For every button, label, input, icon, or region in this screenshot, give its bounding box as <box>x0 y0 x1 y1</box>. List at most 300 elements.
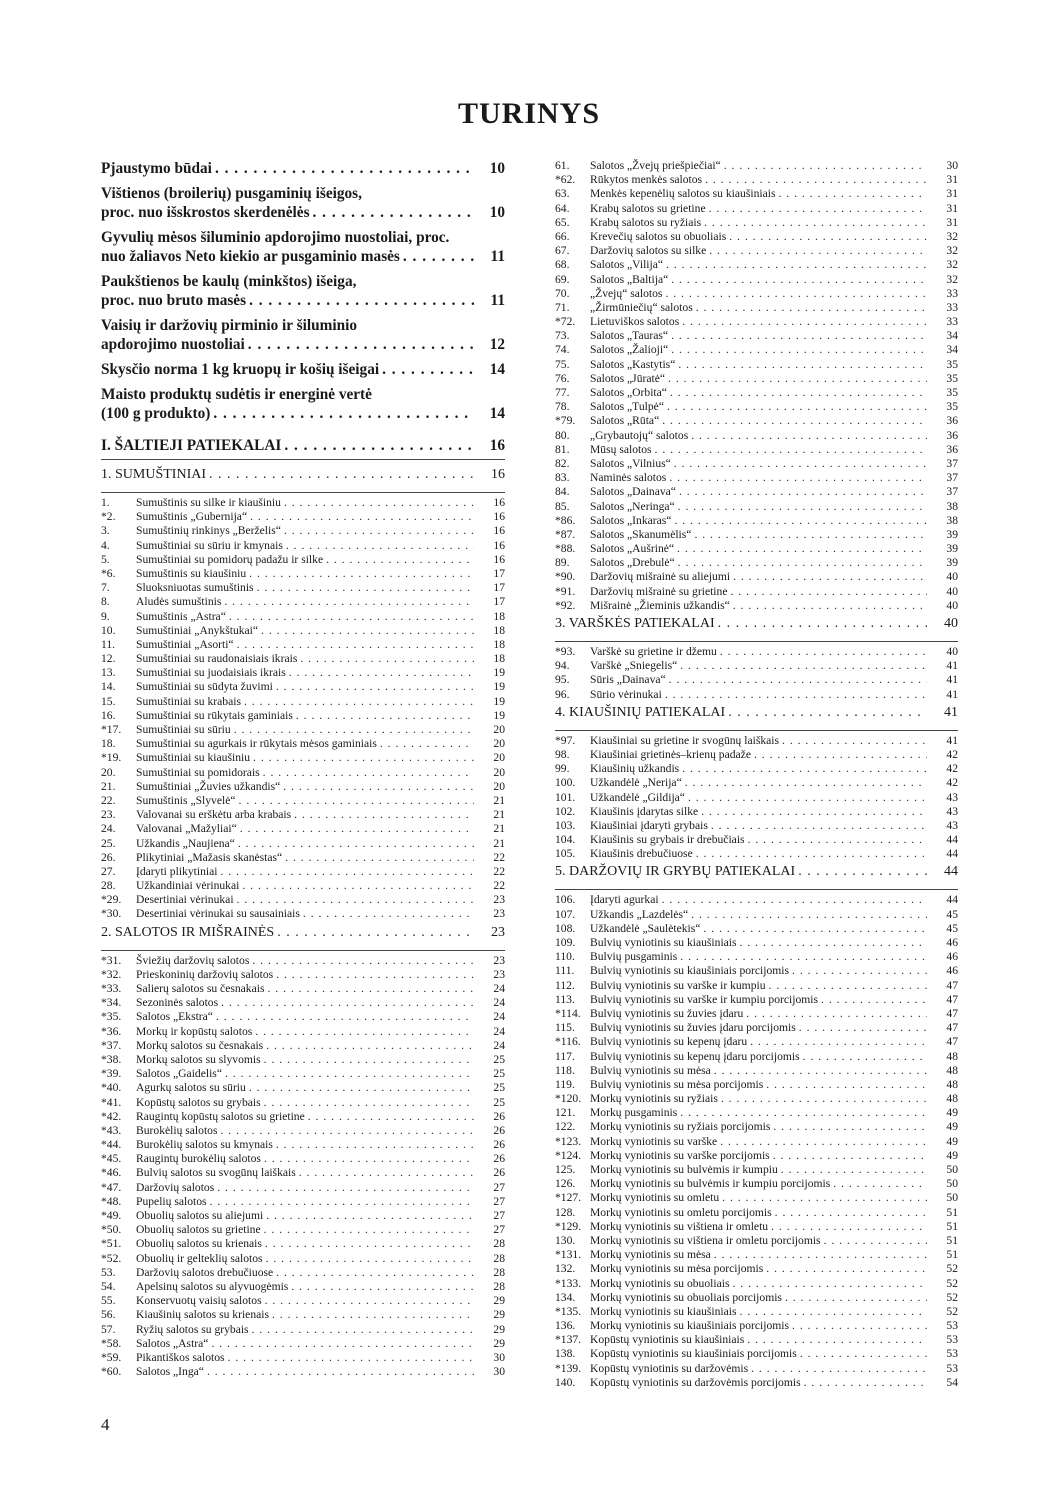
toc-entry[interactable] <box>555 1376 958 1390</box>
toc-entry-number: *129. <box>555 1219 582 1233</box>
toc-entry-page: 26 <box>493 1152 505 1166</box>
toc-entry-title: Valovanai su erškėtu arba krabais <box>136 808 292 822</box>
toc-entry-number: *135. <box>555 1304 582 1318</box>
toc-entry[interactable] <box>101 996 505 1010</box>
dot-leader <box>799 1021 927 1035</box>
toc-entry[interactable] <box>101 1223 505 1237</box>
toc-entry[interactable] <box>555 1177 958 1191</box>
toc-entry[interactable] <box>555 343 958 357</box>
toc-entry-page: 50 <box>946 1177 958 1191</box>
toc-entry[interactable] <box>101 1308 505 1322</box>
toc-entry-title: Apelsinų salotos su alyvuogėmis <box>136 1279 289 1293</box>
toc-entry[interactable] <box>101 1025 505 1039</box>
toc-entry[interactable] <box>555 1206 958 1220</box>
toc-entry[interactable] <box>555 1234 958 1248</box>
toc-entry[interactable] <box>555 993 958 1007</box>
toc-entry-page: 35 <box>946 357 958 371</box>
toc-entry[interactable] <box>555 908 958 922</box>
toc-entry[interactable] <box>555 762 958 776</box>
toc-entry[interactable] <box>101 567 505 581</box>
toc-part-heading[interactable] <box>101 433 505 460</box>
toc-entry[interactable] <box>555 187 958 201</box>
toc-entry-title: Krevečių salotos su obuoliais <box>590 229 727 243</box>
toc-entry-title: Šviežių daržovių salotos <box>136 953 250 967</box>
dot-leader <box>720 645 927 659</box>
dot-leader <box>718 613 927 635</box>
toc-entry[interactable] <box>101 1067 505 1081</box>
toc-entry[interactable] <box>555 570 958 584</box>
dot-leader <box>242 879 474 893</box>
toc-entry[interactable] <box>555 372 958 386</box>
toc-entry-number: 136. <box>555 1319 576 1333</box>
toc-entry[interactable] <box>101 553 505 567</box>
toc-entry[interactable] <box>101 780 505 794</box>
toc-entry-title: Valovanai „Mažyliai“ <box>136 822 237 836</box>
toc-entry[interactable] <box>101 1365 505 1379</box>
toc-entry-page: 35 <box>946 400 958 414</box>
toc-section-label: 4. KIAUŠINIŲ PATIEKALAI <box>555 704 726 720</box>
dot-leader <box>771 1220 927 1234</box>
toc-entry[interactable] <box>101 1266 505 1280</box>
toc-entry[interactable] <box>101 510 505 524</box>
toc-entry-number: 99. <box>555 762 570 776</box>
toc-section-heading[interactable] <box>555 702 958 731</box>
toc-entry[interactable] <box>101 1096 505 1110</box>
toc-entry[interactable] <box>101 1110 505 1124</box>
toc-entry[interactable] <box>101 1166 505 1180</box>
toc-entry[interactable] <box>555 791 958 805</box>
toc-intro-page: 11 <box>490 248 505 265</box>
toc-section-heading[interactable] <box>101 464 505 493</box>
toc-intro-entry[interactable] <box>101 159 505 178</box>
toc-entry-title: Sumuštiniai su rūkytais gaminiais <box>136 708 293 722</box>
dot-leader <box>225 1067 474 1081</box>
toc-entry[interactable] <box>101 1039 505 1053</box>
toc-intro-last-line <box>101 291 505 310</box>
toc-entry-page: 53 <box>946 1333 958 1347</box>
toc-entry-page: 40 <box>946 645 958 658</box>
toc-entry-title: Desertiniai vėrinukai <box>136 893 234 907</box>
toc-entry-number: *49. <box>101 1209 122 1222</box>
dot-leader <box>688 791 927 805</box>
dot-leader <box>265 1294 474 1308</box>
dot-leader <box>213 404 474 423</box>
toc-entry[interactable] <box>555 457 958 471</box>
dot-leader <box>732 1277 927 1291</box>
toc-intro-entry[interactable] <box>101 360 505 379</box>
dot-leader <box>679 485 927 499</box>
toc-entry-number: *47. <box>101 1180 122 1194</box>
toc-entry-page: 21 <box>493 793 505 807</box>
toc-entry-page: 41 <box>946 687 958 701</box>
toc-entry[interactable] <box>555 1319 958 1333</box>
toc-entry[interactable] <box>101 695 505 709</box>
toc-entry-page: 45 <box>946 907 958 921</box>
toc-entry[interactable] <box>555 950 958 964</box>
toc-entry[interactable] <box>555 386 958 400</box>
toc-entry[interactable] <box>101 1351 505 1365</box>
toc-entry-number: 8. <box>101 595 110 609</box>
dot-leader <box>249 1081 474 1095</box>
toc-entry[interactable] <box>555 542 958 556</box>
dot-leader <box>289 666 474 680</box>
toc-entry[interactable] <box>101 610 505 624</box>
toc-entry[interactable] <box>101 1138 505 1152</box>
toc-entry[interactable] <box>555 287 958 301</box>
toc-entry[interactable] <box>555 922 958 936</box>
toc-entry[interactable] <box>555 936 958 950</box>
toc-entry[interactable] <box>555 1007 958 1021</box>
toc-entry[interactable] <box>555 528 958 542</box>
toc-entry[interactable] <box>555 979 958 993</box>
dot-leader <box>682 762 927 776</box>
toc-entry-page: 27 <box>493 1209 505 1222</box>
toc-entry[interactable] <box>555 230 958 244</box>
toc-entry[interactable] <box>101 1053 505 1067</box>
toc-entry[interactable] <box>555 1092 958 1106</box>
toc-intro-entry[interactable] <box>101 228 505 266</box>
toc-entry-title: Salotos „Drebulė“ <box>590 556 675 570</box>
toc-entry[interactable] <box>555 847 958 861</box>
toc-entry[interactable] <box>555 599 958 613</box>
toc-entry-number: 140. <box>555 1375 576 1389</box>
toc-entry[interactable] <box>555 443 958 457</box>
toc-entry-title: Salotos „Rūta“ <box>590 414 660 428</box>
toc-entry[interactable] <box>101 822 505 836</box>
toc-section-page: 41 <box>944 704 958 720</box>
toc-entry[interactable] <box>101 1280 505 1294</box>
toc-entry-number: 56. <box>101 1308 116 1322</box>
toc-entry-page: 44 <box>946 833 958 847</box>
dot-leader <box>803 1050 927 1064</box>
toc-entry[interactable] <box>555 1106 958 1120</box>
toc-entry[interactable] <box>101 1195 505 1209</box>
toc-entry[interactable] <box>101 1081 505 1095</box>
dot-leader <box>711 819 927 833</box>
toc-entry[interactable] <box>101 968 505 982</box>
toc-entry-title: Kiaušinis drebučiuose <box>590 847 693 861</box>
toc-entry-title: Salotos „Vilnius“ <box>590 456 671 470</box>
dot-leader <box>680 950 927 964</box>
toc-intro-entry[interactable] <box>101 385 505 423</box>
toc-entry[interactable] <box>555 471 958 485</box>
toc-entry-title: Bulvių pusgaminis <box>590 950 678 964</box>
toc-entry[interactable] <box>555 514 958 528</box>
toc-entry[interactable] <box>101 865 505 879</box>
toc-entry[interactable] <box>101 1323 505 1337</box>
toc-intro-text: proc. nuo bruto masės <box>101 292 247 309</box>
toc-entry[interactable] <box>555 805 958 819</box>
toc-entry-number: 121. <box>555 1106 576 1120</box>
toc-intro-entries <box>101 159 505 423</box>
toc-section-heading[interactable] <box>555 861 958 890</box>
toc-entry[interactable] <box>555 893 958 907</box>
dot-leader <box>775 1206 927 1220</box>
toc-intro-last-line <box>101 203 505 222</box>
toc-entry[interactable] <box>101 638 505 652</box>
toc-entry-number: *38. <box>101 1052 122 1066</box>
toc-entry[interactable] <box>555 258 958 272</box>
toc-entry-page: 21 <box>493 836 505 850</box>
toc-entry[interactable] <box>555 1248 958 1262</box>
toc-entry[interactable] <box>101 723 505 737</box>
toc-entry-number: *114. <box>555 1006 581 1020</box>
dot-leader <box>748 833 927 847</box>
toc-entry-page: 24 <box>493 982 505 995</box>
toc-entry[interactable] <box>101 680 505 694</box>
toc-intro-entry[interactable] <box>101 184 505 222</box>
toc-entry-title: Kopūstų vyniotinis su kiaušiniais <box>590 1333 745 1347</box>
toc-entry[interactable] <box>555 315 958 329</box>
toc-entry-title: Morkų ir kopūstų salotos <box>136 1024 253 1038</box>
toc-entry[interactable] <box>555 329 958 343</box>
toc-entry[interactable] <box>101 496 505 510</box>
toc-entry[interactable] <box>101 982 505 996</box>
toc-entry[interactable] <box>555 734 958 748</box>
toc-entry[interactable] <box>101 524 505 538</box>
toc-entry-page: 31 <box>946 187 958 201</box>
toc-entry-number: 66. <box>555 229 570 243</box>
toc-entry[interactable] <box>555 1135 958 1149</box>
toc-entry[interactable] <box>101 893 505 907</box>
dot-leader <box>403 247 474 266</box>
toc-entry-page: 16 <box>493 538 505 552</box>
toc-entry[interactable] <box>555 1149 958 1163</box>
toc-entry[interactable] <box>101 709 505 723</box>
toc-entry[interactable] <box>101 954 505 968</box>
toc-entry-number: *59. <box>101 1350 122 1364</box>
toc-entry-page: 25 <box>493 1095 505 1109</box>
toc-entry[interactable] <box>101 837 505 851</box>
toc-intro-page: 14 <box>489 405 505 422</box>
dot-leader <box>730 585 927 599</box>
toc-entry-title: Salotos „Jūratė“ <box>590 371 666 385</box>
toc-entry[interactable] <box>555 1191 958 1205</box>
toc-entry[interactable] <box>101 581 505 595</box>
toc-entry-title: Kopūstų vyniotinis su daržovėmis porcijomis <box>590 1375 801 1389</box>
toc-entry[interactable] <box>555 964 958 978</box>
toc-entry[interactable] <box>555 159 958 173</box>
toc-entry[interactable] <box>555 244 958 258</box>
toc-entry-title: Salotos „Žvejų priešpiečiai“ <box>590 159 721 172</box>
toc-entry-number: 107. <box>555 907 576 921</box>
toc-entry[interactable] <box>555 1305 958 1319</box>
dot-leader <box>721 1092 927 1106</box>
toc-entry-title: Sumuštiniai su krabais <box>136 694 241 708</box>
toc-entry-number: *120. <box>555 1092 582 1106</box>
toc-entry[interactable] <box>555 202 958 216</box>
toc-entry[interactable] <box>555 776 958 790</box>
dot-leader <box>766 1262 927 1276</box>
dot-leader <box>685 776 927 790</box>
toc-entry-number: 110. <box>555 950 575 964</box>
toc-entry[interactable] <box>101 794 505 808</box>
toc-entry[interactable] <box>101 1152 505 1166</box>
dot-leader <box>210 1195 474 1209</box>
toc-entry-title: Bulvių vyniotinis su varške ir kumpiu <box>590 978 766 992</box>
toc-entry[interactable] <box>555 659 958 673</box>
toc-entry[interactable] <box>555 485 958 499</box>
toc-entry-list <box>555 893 958 1390</box>
toc-entry[interactable] <box>101 1252 505 1266</box>
dot-leader <box>665 287 927 301</box>
toc-section-heading[interactable] <box>555 613 958 642</box>
toc-entry-page: 22 <box>493 850 505 864</box>
toc-entry[interactable] <box>101 766 505 780</box>
toc-entry-page: 47 <box>946 1021 958 1035</box>
toc-entry-number: *39. <box>101 1067 122 1081</box>
toc-entry[interactable] <box>101 624 505 638</box>
toc-entry[interactable] <box>555 673 958 687</box>
toc-entry[interactable] <box>101 1237 505 1251</box>
toc-entry-number: 119. <box>555 1077 575 1091</box>
toc-entry-page: 26 <box>493 1109 505 1123</box>
toc-entry[interactable] <box>101 595 505 609</box>
toc-entry[interactable] <box>101 539 505 553</box>
toc-entry[interactable] <box>101 879 505 893</box>
toc-entry-title: Salierų salotos su česnakais <box>136 982 265 995</box>
toc-entry[interactable] <box>555 216 958 230</box>
toc-entry[interactable] <box>555 1021 958 1035</box>
toc-entry[interactable] <box>555 414 958 428</box>
toc-entry[interactable] <box>555 301 958 315</box>
toc-entry-title: Užkandiniai vėrinukai <box>136 879 240 893</box>
dot-leader <box>238 837 474 851</box>
dot-leader <box>678 358 927 372</box>
toc-entry[interactable] <box>555 500 958 514</box>
toc-entry[interactable] <box>101 851 505 865</box>
page-number: 4 <box>101 1415 110 1434</box>
toc-entry[interactable] <box>555 1035 958 1049</box>
toc-entry-number: *41. <box>101 1095 122 1109</box>
toc-part-label: I. ŠALTIEJI PATIEKALAI <box>101 437 282 454</box>
toc-entry[interactable] <box>555 1362 958 1376</box>
toc-entry-title: Bulvių vyniotinis su kepenų įdaru porcijomis <box>590 1049 800 1063</box>
toc-entry-title: Įdaryti plikytiniai <box>136 864 218 878</box>
toc-entry[interactable] <box>555 1050 958 1064</box>
toc-entry-page: 41 <box>946 673 958 687</box>
toc-entry-page: 38 <box>946 513 958 527</box>
toc-entry-page: 35 <box>946 371 958 385</box>
toc-entry-title: Įdaryti agurkai <box>590 893 659 907</box>
toc-entry[interactable] <box>101 1010 505 1024</box>
toc-entry[interactable] <box>555 1064 958 1078</box>
toc-entry-number: 106. <box>555 893 576 907</box>
toc-entry[interactable] <box>101 1294 505 1308</box>
toc-entry[interactable] <box>555 1347 958 1361</box>
dot-leader <box>239 794 474 808</box>
toc-entry[interactable] <box>101 652 505 666</box>
toc-entry[interactable] <box>555 585 958 599</box>
toc-entry[interactable] <box>555 358 958 372</box>
toc-intro-line: Gyvulių mėsos šiluminio apdorojimo nuostoliai, proc. <box>101 229 450 246</box>
toc-entry[interactable] <box>555 429 958 443</box>
toc-entry-title: Morkų vyniotinis su omletu porcijomis <box>590 1205 772 1219</box>
toc-entry[interactable] <box>555 1163 958 1177</box>
toc-entry-title: Salotos „Ekstra“ <box>136 1010 213 1024</box>
toc-entry-title: Salotos „Orbita“ <box>590 386 667 399</box>
toc-entry-number: 75. <box>555 357 570 371</box>
toc-entry[interactable] <box>555 688 958 702</box>
dot-leader <box>252 954 474 968</box>
toc-entry[interactable] <box>555 833 958 847</box>
toc-entry[interactable] <box>101 751 505 765</box>
dot-leader <box>284 496 474 510</box>
toc-entry[interactable] <box>101 808 505 822</box>
toc-entry-number: 134. <box>555 1290 576 1304</box>
toc-entry[interactable] <box>101 1209 505 1223</box>
toc-entry[interactable] <box>555 819 958 833</box>
toc-entry[interactable] <box>555 1078 958 1092</box>
dot-leader <box>824 1234 927 1248</box>
toc-entry-number: *44. <box>101 1138 122 1152</box>
toc-entry[interactable] <box>555 1262 958 1276</box>
toc-entry[interactable] <box>555 1277 958 1291</box>
toc-entry-page: 44 <box>946 893 958 907</box>
toc-section-heading[interactable] <box>101 922 505 951</box>
toc-entry-title: Ryžių salotos su grybais <box>136 1322 249 1336</box>
dot-leader <box>714 1064 927 1078</box>
toc-section-page: 23 <box>491 924 505 940</box>
toc-entry[interactable] <box>101 1181 505 1195</box>
toc-entry-title: Morkų vyniotinis su omletu <box>590 1191 720 1205</box>
toc-entry[interactable] <box>101 737 505 751</box>
toc-entry-page: 24 <box>493 996 505 1010</box>
toc-entry-number: *137. <box>555 1333 582 1347</box>
toc-entry-title: Užkandėlė „Gildija“ <box>590 790 685 804</box>
toc-intro-line: Maisto produktų sudėtis ir energinė vertė <box>101 386 372 403</box>
toc-entry-page: 49 <box>946 1106 958 1120</box>
dot-leader <box>220 1124 474 1138</box>
toc-entry[interactable] <box>555 1220 958 1234</box>
toc-entry-title: Daržovių salotos <box>136 1180 215 1194</box>
toc-entry[interactable] <box>555 1120 958 1134</box>
toc-entry-title: Kiaušinis su grybais ir drebučiais <box>590 833 745 847</box>
toc-entry[interactable] <box>555 556 958 570</box>
dot-leader <box>224 595 474 609</box>
toc-entry-page: 38 <box>946 499 958 513</box>
toc-entry-number: 126. <box>555 1177 576 1191</box>
toc-entry[interactable] <box>101 666 505 680</box>
toc-entry[interactable] <box>101 907 505 921</box>
toc-entry[interactable] <box>555 645 958 659</box>
toc-intro-last-line <box>101 247 505 266</box>
toc-entry[interactable] <box>555 1291 958 1305</box>
toc-entry[interactable] <box>101 1124 505 1138</box>
toc-intro-entry[interactable] <box>101 316 505 354</box>
toc-entry-page: 52 <box>946 1276 958 1290</box>
toc-entry[interactable] <box>555 400 958 414</box>
toc-entry[interactable] <box>101 1337 505 1351</box>
toc-intro-entry[interactable] <box>101 272 505 310</box>
toc-entry-title: Daržovių mišrainė su grietine <box>590 584 728 598</box>
toc-entry-page: 47 <box>946 992 958 1006</box>
toc-entry-number: *97. <box>555 733 576 747</box>
toc-entry[interactable] <box>555 173 958 187</box>
toc-entry-number: 5. <box>101 552 110 566</box>
toc-entry[interactable] <box>555 748 958 762</box>
toc-entry-number: *90. <box>555 570 576 584</box>
toc-entry-page: 33 <box>946 315 958 329</box>
toc-entry-title: Kiaušinis įdarytas silke <box>590 804 699 818</box>
toc-entry[interactable] <box>555 1333 958 1347</box>
toc-entry-number: *58. <box>101 1336 122 1350</box>
toc-entry-page: 39 <box>946 542 958 556</box>
toc-entry-number: *127. <box>555 1191 582 1205</box>
toc-entry[interactable] <box>555 273 958 287</box>
toc-entry-page: 41 <box>946 733 958 747</box>
toc-entry-number: 130. <box>555 1233 576 1247</box>
